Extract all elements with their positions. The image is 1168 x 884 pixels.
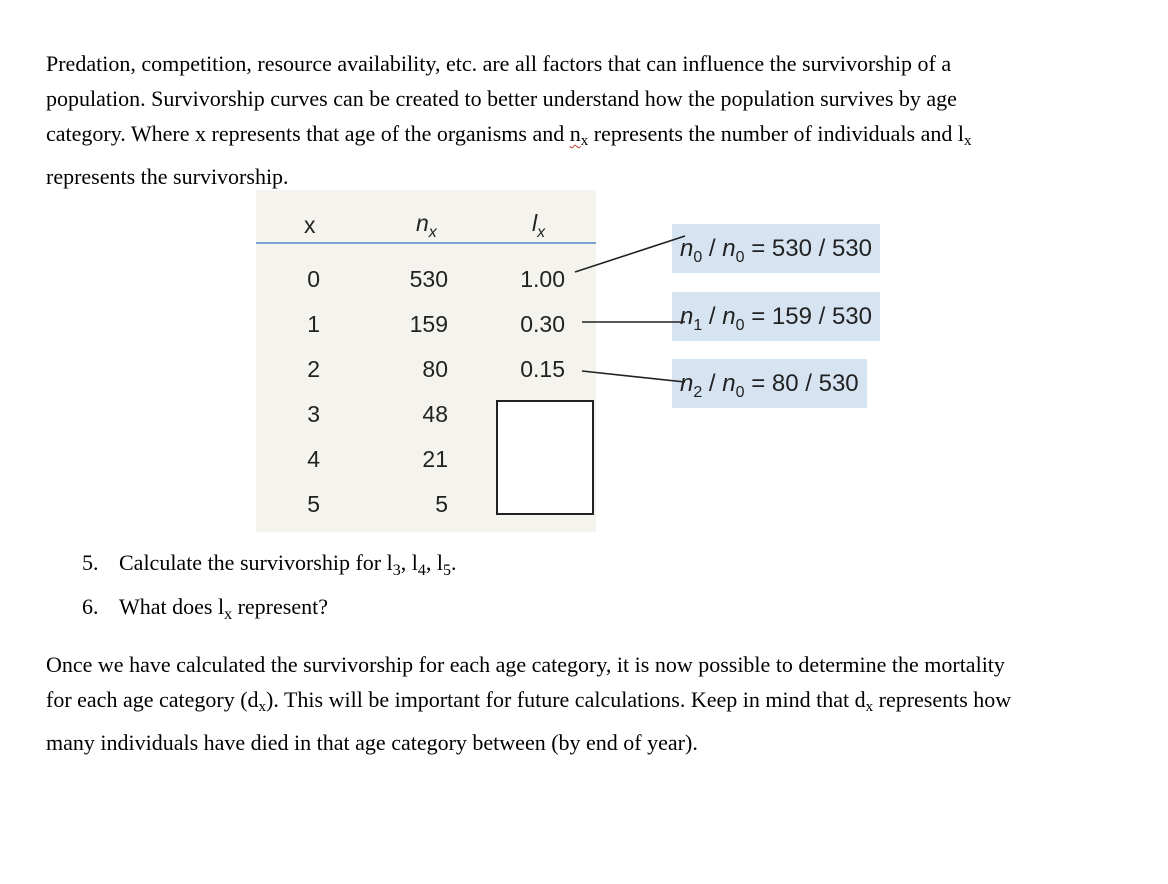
callout-l1: $n_1 / n_0 = 159 / 530$ <box>672 292 880 341</box>
question-list <box>82 545 456 633</box>
nx-cell: 530 <box>409 266 448 292</box>
nx-cell: 21 <box>422 446 448 472</box>
intro-line-3a: category. Where x represents that age of the organisms and <box>46 121 570 146</box>
lx-cell: 1.00 <box>520 266 565 292</box>
x-cell: 0 <box>307 266 320 292</box>
nx-cell: 5 <box>435 491 448 517</box>
intro-line-4: represents the survivorship. <box>46 164 289 189</box>
x-cell: 2 <box>307 356 320 382</box>
connector-line-2 <box>582 371 685 382</box>
nx-cell: 80 <box>422 356 448 382</box>
lx-cell: 0.15 <box>520 356 565 382</box>
callout-l2: $n_2 / n_0 = 80 / 530$ <box>672 359 867 408</box>
x-cell: 4 <box>307 446 320 472</box>
outro-paragraph: Once we have calculated the survivorship for each age category, it is now possible to determine the mortality for each age category $(d_x)$. This will be important for future calculations. Keep in mind that $d_x$ represents how many individuals have died in that age category between (by end of year). <box>46 652 1012 755</box>
intro-line-3b: represents the number of individuals and l <box>588 121 964 146</box>
intro-line-1: Predation, competition, resource availability, etc. are all factors that can influence the survivorship of a <box>46 51 952 76</box>
x-cell: 5 <box>307 491 320 517</box>
header-lx: $l_x$ <box>532 210 546 241</box>
question-6: 6. What does $l_x$ represent? <box>82 594 328 623</box>
nx-cell: 48 <box>422 401 448 427</box>
header-nx: $n_x$ <box>416 210 437 241</box>
outro-line-1: Once we have calculated the survivorship for each age category, it is now possible to determine the mortality <box>46 652 1005 677</box>
lx-cell: 0.30 <box>520 311 565 337</box>
lx-subscript: x <box>964 133 972 149</box>
intro-line-2: population. Survivorship curves can be created to better understand how the population survives by age <box>46 86 957 111</box>
callout-l0: $n_0 / n_0 = 530 / 530$ <box>672 224 880 273</box>
nx-term: $n_x$ <box>569 121 589 149</box>
header-x: x <box>304 212 316 238</box>
x-cell: 1 <box>307 311 320 337</box>
question-5: 5. Calculate the survivorship for $l_3$, $l_4$, $l_5$. <box>82 550 457 579</box>
x-cell: 3 <box>307 401 320 427</box>
connector-line-0 <box>575 236 685 272</box>
outro-line-3: many individuals have died in that age category between (by end of year). <box>46 730 698 755</box>
nx-cell: 159 <box>409 311 448 337</box>
